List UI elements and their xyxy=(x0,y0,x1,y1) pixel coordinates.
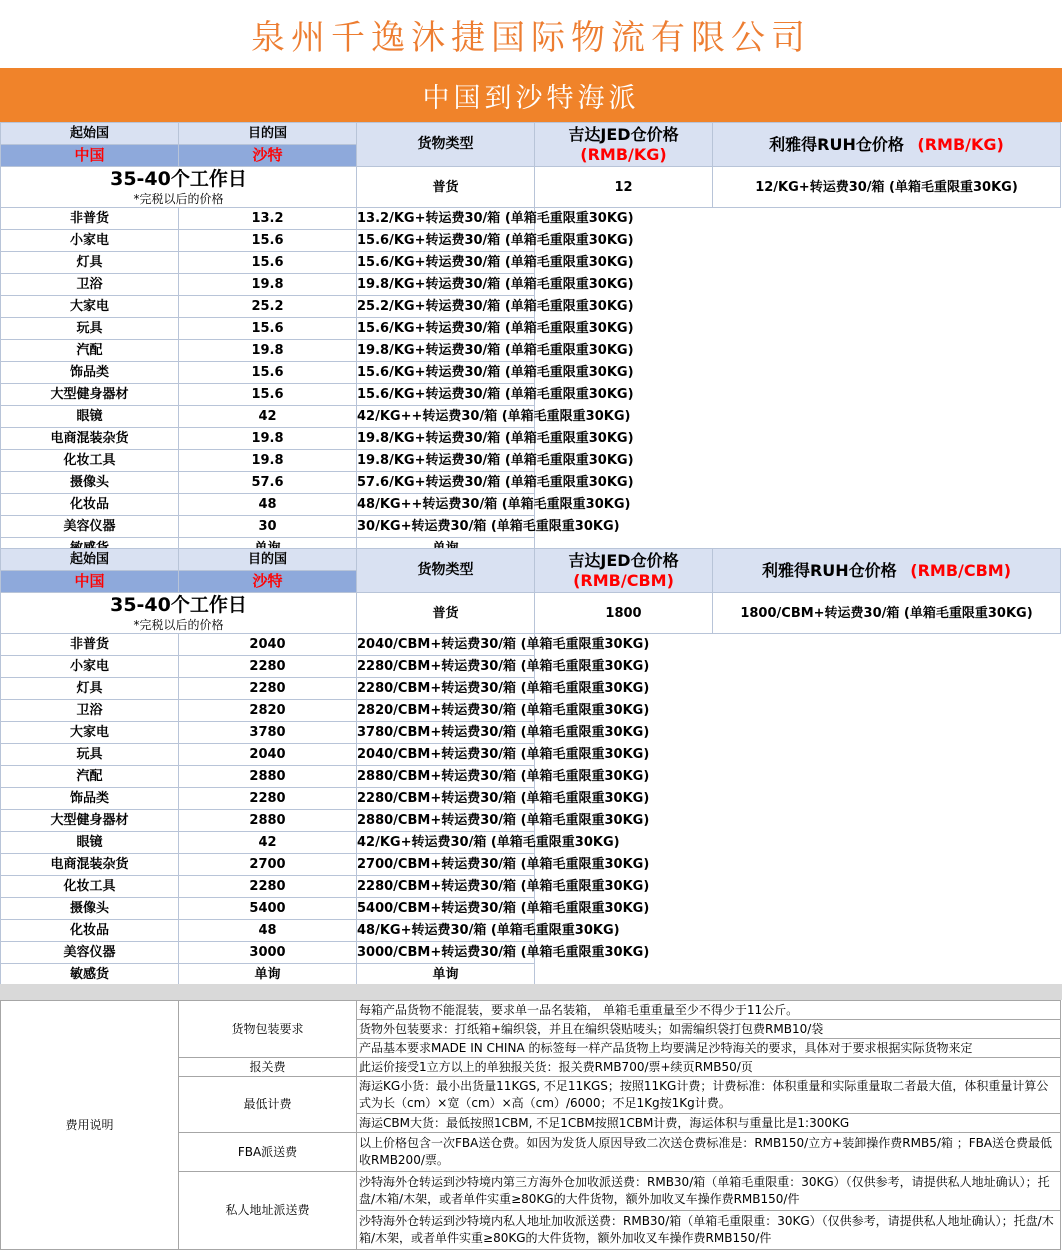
ruh-price-cell: 单询 xyxy=(357,964,535,986)
ruh-price-cell: 3000/CBM+转运费30/箱 (单箱毛重限重30KG) xyxy=(357,942,535,964)
customs-fee-label: 报关费 xyxy=(179,1058,357,1077)
ruh-price-cell: 5400/CBM+转运费30/箱 (单箱毛重限重30KG) xyxy=(357,898,535,920)
goods-type-cell: 美容仪器 xyxy=(1,516,179,538)
goods-type-cell: 化妆工具 xyxy=(1,876,179,898)
jed-price-cell: 13.2 xyxy=(179,208,357,230)
rate-row xyxy=(1,296,1061,318)
ruh-price-cell: 15.6/KG+转运费30/箱 (单箱毛重限重30KG) xyxy=(357,318,535,340)
private-delivery-label: 私人地址派送费 xyxy=(179,1172,357,1250)
jed-price-cell: 48 xyxy=(179,494,357,516)
ruh-price-cell: 42/KG++转运费30/箱 (单箱毛重限重30KG) xyxy=(357,406,535,428)
rate-row xyxy=(1,700,1061,722)
jed-header-unit: (RMB/KG) xyxy=(580,144,667,164)
rate-row xyxy=(1,920,1061,942)
rate-row xyxy=(1,208,1061,230)
ruh-price-cell: 48/KG+转运费30/箱 (单箱毛重限重30KG) xyxy=(357,920,535,942)
jed-price-cell: 42 xyxy=(179,406,357,428)
rate-row xyxy=(1,898,1061,920)
goods-type-cell: 化妆品 xyxy=(1,494,179,516)
fee-notes-label: 费用说明 xyxy=(1,1001,179,1250)
minimum-charge-label: 最低计费 xyxy=(179,1077,357,1133)
jed-price-cell: 2700 xyxy=(179,854,357,876)
goods-type-cell: 大型健身器材 xyxy=(1,384,179,406)
transit-days: 35-40个工作日 xyxy=(110,168,247,190)
ruh-price-cell: 2280/CBM+转运费30/箱 (单箱毛重限重30KG) xyxy=(357,876,535,898)
ruh-price-cell: 48/KG++转运费30/箱 (单箱毛重限重30KG) xyxy=(357,494,535,516)
goods-type-cell: 卫浴 xyxy=(1,700,179,722)
jed-price-cell: 2040 xyxy=(179,744,357,766)
jed-price-cell: 25.2 xyxy=(179,296,357,318)
goods-type-cell: 玩具 xyxy=(1,318,179,340)
rate-row xyxy=(1,678,1061,700)
rate-row xyxy=(1,318,1061,340)
jed-price-cell: 3000 xyxy=(179,942,357,964)
jed-price-cell: 42 xyxy=(179,832,357,854)
ruh-header-label: 利雅得RUH仓价格 xyxy=(769,134,904,154)
origin-label: 起始国 xyxy=(1,549,179,571)
goods-type-cell: 电商混装杂货 xyxy=(1,428,179,450)
goods-type-cell: 非普货 xyxy=(1,208,179,230)
private-delivery-line: 沙特海外仓转运到沙特境内第三方海外仓加收派送费：RMB30/箱（单箱毛重限重：30KG）（仅供参考，请提供私人地址确认）；托盘/木箱/木架，或者单件实重≥80KG的大件货物，额外加收叉车操作费RMB150/件 xyxy=(357,1172,1061,1211)
ruh-header-unit: (RMB/KG) xyxy=(917,134,1004,154)
jed-price-cell: 2280 xyxy=(179,656,357,678)
rate-row xyxy=(1,722,1061,744)
ruh-price-cell: 30/KG+转运费30/箱 (单箱毛重限重30KG) xyxy=(357,516,535,538)
rate-row xyxy=(1,167,1061,208)
goods-type-header: 货物类型 xyxy=(357,123,535,167)
origin-value: 中国 xyxy=(1,145,179,167)
jed-header-label: 吉达JED仓价格 xyxy=(568,550,679,570)
ruh-price-cell: 19.8/KG+转运费30/箱 (单箱毛重限重30KG) xyxy=(357,450,535,472)
jed-price-cell: 2280 xyxy=(179,876,357,898)
rate-row xyxy=(1,876,1061,898)
ruh-price-header xyxy=(713,123,1061,167)
jed-header-unit: (RMB/CBM) xyxy=(573,570,674,590)
goods-type-header: 货物类型 xyxy=(357,549,535,593)
goods-type-cell: 非普货 xyxy=(1,634,179,656)
ruh-price-cell: 42/KG+转运费30/箱 (单箱毛重限重30KG) xyxy=(357,832,535,854)
goods-type-cell: 普货 xyxy=(357,167,535,208)
goods-type-cell: 眼镜 xyxy=(1,832,179,854)
ruh-price-cell: 15.6/KG+转运费30/箱 (单箱毛重限重30KG) xyxy=(357,230,535,252)
separator-band xyxy=(0,984,1062,1000)
ruh-price-cell: 2280/CBM+转运费30/箱 (单箱毛重限重30KG) xyxy=(357,656,535,678)
jed-price-cell: 19.8 xyxy=(179,428,357,450)
jed-header-label: 吉达JED仓价格 xyxy=(568,124,679,144)
goods-type-cell: 饰品类 xyxy=(1,788,179,810)
fba-fee-text: 以上价格包含一次FBA送仓费。如因为发货人原因导致二次送仓费标准是：RMB150/立方+装卸操作费RMB5/箱 ；FBA送仓费最低收RMB200/票。 xyxy=(357,1133,1061,1172)
customs-fee-text: 此运价接受1立方以上的单独报关货：报关费RMB700/票+续页RMB50/页 xyxy=(357,1058,1061,1077)
goods-type-cell: 眼镜 xyxy=(1,406,179,428)
transit-days: 35-40个工作日 xyxy=(110,594,247,616)
rate-row xyxy=(1,450,1061,472)
ruh-price-cell: 2880/CBM+转运费30/箱 (单箱毛重限重30KG) xyxy=(357,810,535,832)
jed-price-cell: 2820 xyxy=(179,700,357,722)
jed-price-cell: 1800 xyxy=(535,593,713,634)
route-banner: 中国到沙特海派 xyxy=(0,68,1062,122)
rate-row xyxy=(1,274,1061,296)
goods-type-cell: 大家电 xyxy=(1,296,179,318)
ruh-price-cell: 2880/CBM+转运费30/箱 (单箱毛重限重30KG) xyxy=(357,766,535,788)
jed-price-cell: 30 xyxy=(179,516,357,538)
jed-price-cell: 2040 xyxy=(179,634,357,656)
minimum-charge-line: 海运KG小货：最小出货量11KGS, 不足11KGS；按照11KG计费；计费标准：体积重量和实际重量取二者最大值，体积重量计算公式为长（cm）×宽（cm）×高（cm）/6000；不足1Kg按1Kg计费。 xyxy=(357,1077,1061,1114)
minimum-charge-line: 海运CBM大货：最低按照1CBM, 不足1CBM按照1CBM计费，海运体积与重量比是1:300KG xyxy=(357,1114,1061,1133)
goods-type-cell: 卫浴 xyxy=(1,274,179,296)
jed-price-cell: 2880 xyxy=(179,810,357,832)
private-delivery-line: 沙特海外仓转运到沙特境内私人地址加收派送费：RMB30/箱（单箱毛重限重：30KG）（仅供参考，请提供私人地址确认）；托盘/木箱/木架，或者单件实重≥80KG的大件货物，额外加收叉车操作费RMB150/件 xyxy=(357,1211,1061,1250)
ruh-price-cell: 15.6/KG+转运费30/箱 (单箱毛重限重30KG) xyxy=(357,252,535,274)
packaging-line: 每箱产品货物不能混装，要求单一品名装箱， 单箱毛重重量至少不得少于11公斤。 xyxy=(357,1001,1061,1020)
rate-row xyxy=(1,516,1061,538)
fee-notes-table xyxy=(0,1000,1061,1250)
goods-type-cell: 电商混装杂货 xyxy=(1,854,179,876)
jed-price-header xyxy=(535,549,713,593)
jed-price-cell: 3780 xyxy=(179,722,357,744)
dest-label: 目的国 xyxy=(179,123,357,145)
rate-row xyxy=(1,362,1061,384)
jed-price-cell: 48 xyxy=(179,920,357,942)
rate-row xyxy=(1,810,1061,832)
rate-row xyxy=(1,384,1061,406)
dest-label: 目的国 xyxy=(179,549,357,571)
jed-price-cell: 15.6 xyxy=(179,252,357,274)
goods-type-cell: 大型健身器材 xyxy=(1,810,179,832)
origin-value: 中国 xyxy=(1,571,179,593)
jed-price-cell: 57.6 xyxy=(179,472,357,494)
jed-price-cell: 单询 xyxy=(179,964,357,986)
ruh-price-cell: 2040/CBM+转运费30/箱 (单箱毛重限重30KG) xyxy=(357,634,535,656)
rate-row xyxy=(1,788,1061,810)
goods-type-cell: 普货 xyxy=(357,593,535,634)
goods-type-cell: 玩具 xyxy=(1,744,179,766)
goods-type-cell: 汽配 xyxy=(1,340,179,362)
rate-row xyxy=(1,854,1061,876)
fba-fee-label: FBA派送费 xyxy=(179,1133,357,1172)
ruh-price-cell: 3780/CBM+转运费30/箱 (单箱毛重限重30KG) xyxy=(357,722,535,744)
jed-price-cell: 12 xyxy=(535,167,713,208)
ruh-price-cell: 57.6/KG+转运费30/箱 (单箱毛重限重30KG) xyxy=(357,472,535,494)
goods-type-cell: 美容仪器 xyxy=(1,942,179,964)
ruh-price-cell: 15.6/KG+转运费30/箱 (单箱毛重限重30KG) xyxy=(357,362,535,384)
origin-label: 起始国 xyxy=(1,123,179,145)
goods-type-cell: 灯具 xyxy=(1,252,179,274)
cbm-rate-table xyxy=(0,548,1061,986)
ruh-price-cell: 15.6/KG+转运费30/箱 (单箱毛重限重30KG) xyxy=(357,384,535,406)
ruh-price-cell: 19.8/KG+转运费30/箱 (单箱毛重限重30KG) xyxy=(357,274,535,296)
rate-row xyxy=(1,340,1061,362)
jed-price-cell: 15.6 xyxy=(179,362,357,384)
jed-price-cell: 5400 xyxy=(179,898,357,920)
rate-row xyxy=(1,252,1061,274)
ruh-header-unit: (RMB/CBM) xyxy=(910,560,1012,580)
goods-type-cell: 汽配 xyxy=(1,766,179,788)
ruh-price-cell: 19.8/KG+转运费30/箱 (单箱毛重限重30KG) xyxy=(357,340,535,362)
ruh-price-cell: 2700/CBM+转运费30/箱 (单箱毛重限重30KG) xyxy=(357,854,535,876)
ruh-price-cell: 12/KG+转运费30/箱 (单箱毛重限重30KG) xyxy=(713,167,1061,208)
company-title: 泉州千逸沐捷国际物流有限公司 xyxy=(251,17,811,58)
goods-type-cell: 敏感货 xyxy=(1,964,179,986)
ruh-header-label: 利雅得RUH仓价格 xyxy=(761,560,897,580)
rate-row xyxy=(1,472,1061,494)
goods-type-cell: 小家电 xyxy=(1,230,179,252)
kg-rate-table xyxy=(0,122,1061,560)
goods-type-cell: 化妆工具 xyxy=(1,450,179,472)
ruh-price-cell: 2820/CBM+转运费30/箱 (单箱毛重限重30KG) xyxy=(357,700,535,722)
packaging-line: 产品基本要求MADE IN CHINA 的标签每一样产品货物上均要满足沙特海关的要求，具体对于要求根据实际货物来定 xyxy=(357,1039,1061,1058)
ruh-price-cell: 2280/CBM+转运费30/箱 (单箱毛重限重30KG) xyxy=(357,678,535,700)
rate-row xyxy=(1,593,1061,634)
jed-price-header xyxy=(535,123,713,167)
jed-price-cell: 19.8 xyxy=(179,450,357,472)
rate-row xyxy=(1,766,1061,788)
jed-price-cell: 19.8 xyxy=(179,274,357,296)
goods-type-cell: 饰品类 xyxy=(1,362,179,384)
ruh-price-cell: 13.2/KG+转运费30/箱 (单箱毛重限重30KG) xyxy=(357,208,535,230)
rate-row xyxy=(1,942,1061,964)
transit-time-cell xyxy=(1,593,357,634)
packaging-line: 货物外包装要求：打纸箱+编织袋，并且在编织袋贴唛头；如需编织袋打包费RMB10/袋 xyxy=(357,1020,1061,1039)
rate-row xyxy=(1,634,1061,656)
dest-value: 沙特 xyxy=(179,145,357,167)
ruh-price-cell: 2280/CBM+转运费30/箱 (单箱毛重限重30KG) xyxy=(357,788,535,810)
ruh-price-cell: 25.2/KG+转运费30/箱 (单箱毛重限重30KG) xyxy=(357,296,535,318)
ruh-price-cell: 2040/CBM+转运费30/箱 (单箱毛重限重30KG) xyxy=(357,744,535,766)
jed-price-cell: 2880 xyxy=(179,766,357,788)
rate-row xyxy=(1,656,1061,678)
tax-note: *完税以后的价格 xyxy=(133,192,224,206)
dest-value: 沙特 xyxy=(179,571,357,593)
jed-price-cell: 15.6 xyxy=(179,384,357,406)
rate-row xyxy=(1,406,1061,428)
goods-type-cell: 化妆品 xyxy=(1,920,179,942)
jed-price-cell: 2280 xyxy=(179,788,357,810)
ruh-price-cell: 1800/CBM+转运费30/箱 (单箱毛重限重30KG) xyxy=(713,593,1061,634)
jed-price-cell: 15.6 xyxy=(179,318,357,340)
packaging-label: 货物包装要求 xyxy=(179,1001,357,1058)
goods-type-cell: 灯具 xyxy=(1,678,179,700)
goods-type-cell: 大家电 xyxy=(1,722,179,744)
goods-type-cell: 摄像头 xyxy=(1,472,179,494)
rate-row xyxy=(1,744,1061,766)
rate-row xyxy=(1,230,1061,252)
jed-price-cell: 15.6 xyxy=(179,230,357,252)
rate-row xyxy=(1,428,1061,450)
ruh-price-cell: 19.8/KG+转运费30/箱 (单箱毛重限重30KG) xyxy=(357,428,535,450)
jed-price-cell: 19.8 xyxy=(179,340,357,362)
jed-price-cell: 2280 xyxy=(179,678,357,700)
tax-note: *完税以后的价格 xyxy=(133,618,224,632)
goods-type-cell: 摄像头 xyxy=(1,898,179,920)
transit-time-cell xyxy=(1,167,357,208)
rate-row xyxy=(1,964,1061,986)
ruh-price-header xyxy=(713,549,1061,593)
goods-type-cell: 小家电 xyxy=(1,656,179,678)
rate-row xyxy=(1,832,1061,854)
rate-row xyxy=(1,494,1061,516)
